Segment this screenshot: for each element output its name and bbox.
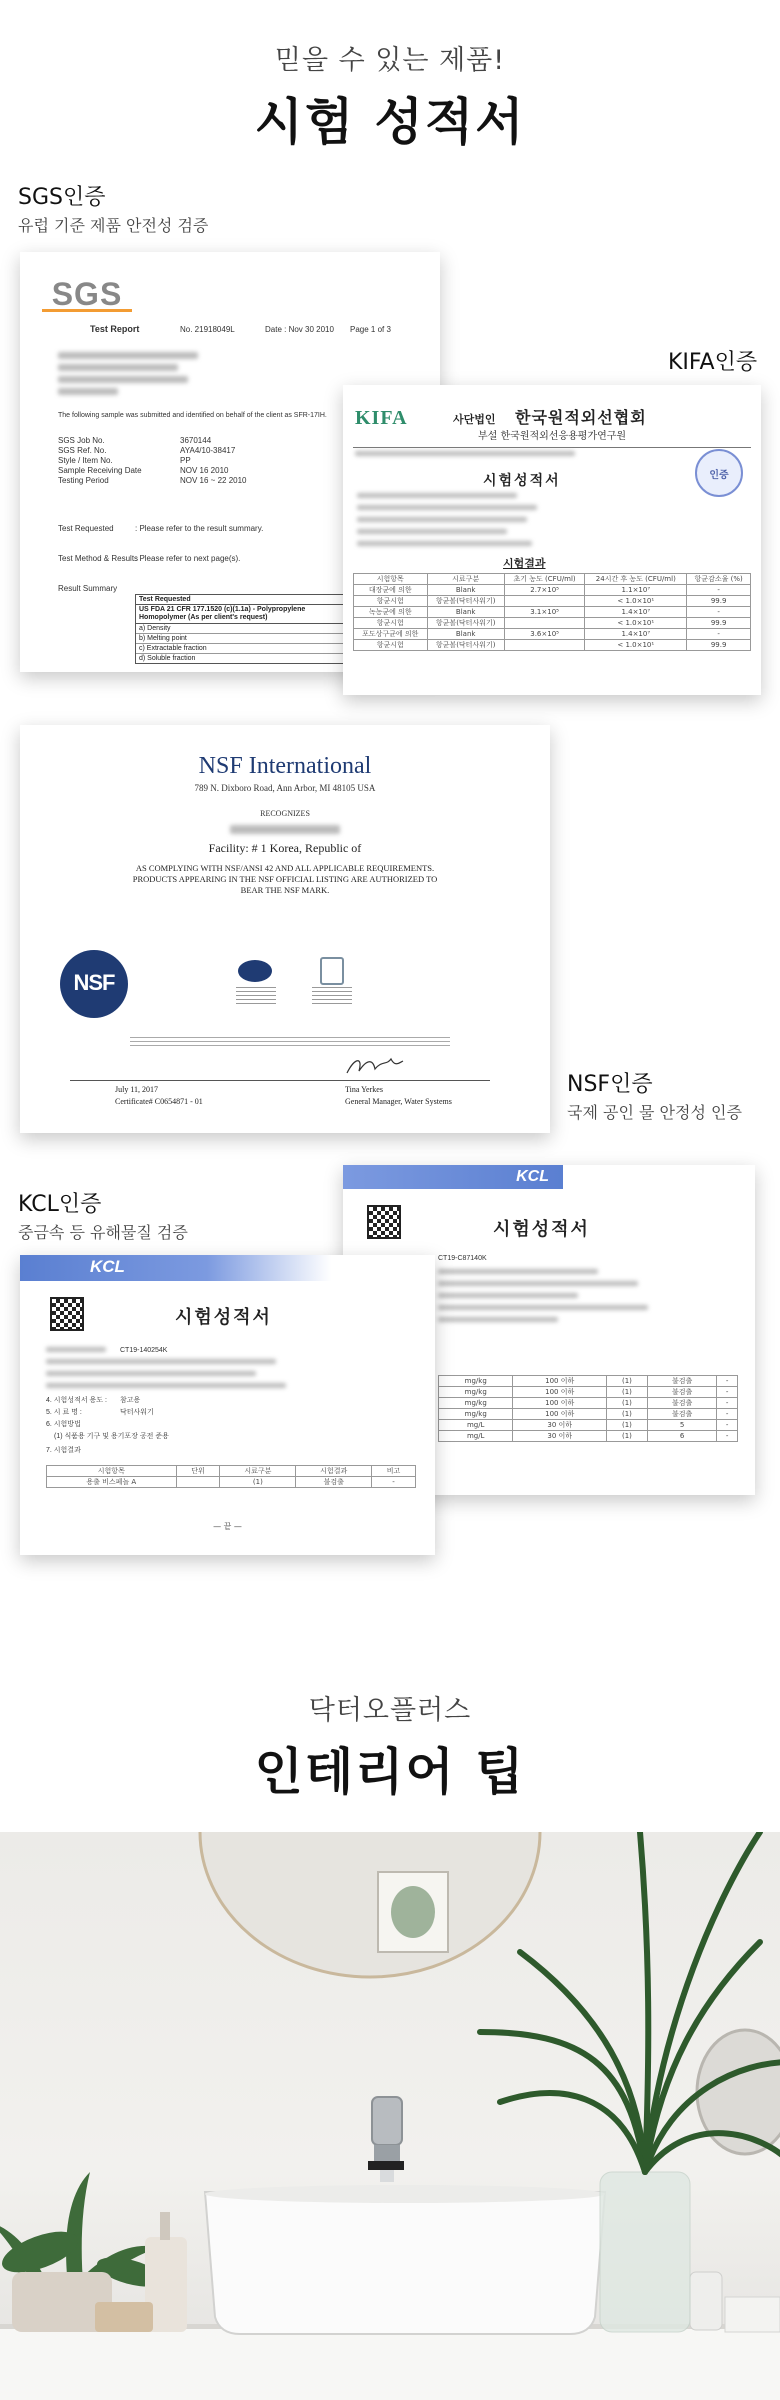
redacted xyxy=(58,352,198,359)
nsf-logo: NSF xyxy=(60,950,128,1018)
table-header: 24시간 후 농도 (CFU/ml) xyxy=(585,574,687,585)
table-cell: 불검출 xyxy=(647,1398,716,1409)
table-cell: 불검출 xyxy=(647,1376,716,1387)
redacted xyxy=(312,987,352,1005)
table-header: 시험항목 xyxy=(354,574,428,585)
section2-title: 인테리어 팁 xyxy=(0,1732,780,1804)
table-header-row xyxy=(47,1466,416,1477)
table-cell xyxy=(504,596,584,607)
signature xyxy=(345,1053,405,1077)
sgs-field-value: PP xyxy=(180,456,191,465)
table-cell: - xyxy=(687,629,751,640)
redacted xyxy=(357,529,507,534)
table-cell: - xyxy=(717,1431,738,1442)
ansi-icon xyxy=(238,960,272,982)
sgs-field-value: AYA4/10-38417 xyxy=(180,446,236,455)
sgs-field-label: Test Method & Results xyxy=(58,554,139,563)
nsf-cert-no: Certificate# C0654871 - 01 xyxy=(115,1097,203,1106)
table-cell: 불검출 xyxy=(647,1409,716,1420)
nsf-label: NSF인증 xyxy=(567,1072,653,1097)
table-cell: - xyxy=(717,1420,738,1431)
kifa-doc-title: 시험성적서 xyxy=(483,473,561,489)
table-cell: (1) xyxy=(607,1420,648,1431)
table-cell: 불검출 xyxy=(647,1387,716,1398)
table-cell: 99.9 xyxy=(687,596,751,607)
table-cell: (1) xyxy=(220,1477,296,1488)
sgs-field-label: SGS Ref. No. xyxy=(58,446,107,455)
redacted xyxy=(46,1359,276,1364)
nsf-facility: Facility: # 1 Korea, Republic of xyxy=(208,841,362,855)
table-row xyxy=(354,629,751,640)
table-cell: - xyxy=(717,1376,738,1387)
nsf-address: 789 N. Dixboro Road, Ann Arbor, MI 48105 USA xyxy=(194,783,376,793)
nsf-signer-title: General Manager, Water Systems xyxy=(345,1097,452,1106)
sgs-field-value: : Please refer to next page(s). xyxy=(135,554,241,563)
table-cell: - xyxy=(687,585,751,596)
table-cell: 1.4×10⁷ xyxy=(585,607,687,618)
sgs-report-title: Test Report xyxy=(90,324,140,334)
redacted xyxy=(58,364,178,371)
table-row xyxy=(439,1376,738,1387)
table-row xyxy=(354,640,751,651)
table-cell: (1) xyxy=(607,1387,648,1398)
divider xyxy=(70,1080,490,1081)
table-cell: (1) xyxy=(607,1398,648,1409)
table-cell: 항균시험 xyxy=(354,596,428,607)
kcl-field-label: 5. 시 료 명 : xyxy=(46,1409,82,1416)
table-header: 시험결과 xyxy=(296,1466,372,1477)
redacted xyxy=(46,1347,106,1352)
table-cell: 포도상구균에 의한 xyxy=(354,629,428,640)
kifa-stamp: 인증 xyxy=(695,449,743,497)
sgs-field-label: Testing Period xyxy=(58,476,109,485)
table-cell: 대장균에 의한 xyxy=(354,585,428,596)
kcl-field-value: (1) 식품용 기구 및 용기포장 공전 준용 xyxy=(54,1433,169,1440)
table-cell: - xyxy=(717,1398,738,1409)
redacted xyxy=(438,1317,558,1322)
kifa-label: KIFA인증 xyxy=(668,350,758,375)
nsf-complying: AS COMPLYING WITH NSF/ANSI 42 AND ALL APPLICABLE REQUIREMENTS. PRODUCTS APPEARING IN THE NSF OFFICIAL LISTING ARE AUTHORIZED TO BEAR THE NSF MARK. xyxy=(132,863,438,895)
table-row xyxy=(354,585,751,596)
sgs-field-value: NOV 16 ~ 22 2010 xyxy=(180,476,247,485)
table-cell: < 1.0×10¹ xyxy=(585,596,687,607)
table-cell: - xyxy=(372,1477,416,1488)
redacted xyxy=(357,541,532,546)
table-row xyxy=(47,1477,416,1488)
table-cell: 30 이하 xyxy=(513,1420,607,1431)
kcl-field-label: 6. 시험방법 xyxy=(46,1421,81,1428)
redacted xyxy=(58,388,118,395)
sgs-summary-table: Test Requested US FDA 21 CFR 177.1520 (c)(1.1a) - Polypropylene Homopolymer (As per client's request) a) Density b) Melting point c) Extractable fraction d) Soluble fraction xyxy=(135,594,353,664)
kcl-label: KCL인증 xyxy=(18,1192,102,1217)
kifa-certificate xyxy=(343,385,761,695)
table-row xyxy=(354,596,751,607)
table-header: 시험항목 xyxy=(47,1466,177,1477)
redacted xyxy=(130,1037,450,1047)
redacted xyxy=(46,1383,286,1388)
kifa-result-title: 시험결과 xyxy=(503,557,546,570)
nsf-date: July 11, 2017 xyxy=(115,1085,159,1094)
table-cell: - xyxy=(687,607,751,618)
table-cell: 용출 비스페놀 A xyxy=(47,1477,177,1488)
kifa-org: 한국원적외선협회 xyxy=(515,408,647,427)
table-header-row xyxy=(354,574,751,585)
sgs-field-label: SGS Job No. xyxy=(58,436,105,445)
table-cell: 항균볼(닥터사워기) xyxy=(427,596,504,607)
table-cell: 3.6×10⁵ xyxy=(504,629,584,640)
table-header: 시료구분 xyxy=(220,1466,296,1477)
kcl-header-band: KCL xyxy=(20,1255,435,1281)
table-row xyxy=(439,1431,738,1442)
sgs-field-value: NOV 16 2010 xyxy=(180,466,229,475)
table-cell: 30 이하 xyxy=(513,1431,607,1442)
table-cell: Blank xyxy=(427,629,504,640)
sgs-logo: SGS xyxy=(42,278,132,312)
section-kicker: 믿을 수 있는 제품! xyxy=(274,45,506,76)
sgs-field-label: Result Summary xyxy=(58,584,118,593)
sgs-label: SGS인증 xyxy=(18,185,106,210)
sgs-report-no: No. 21918049L xyxy=(180,325,235,334)
table-cell: 2.7×10⁵ xyxy=(504,585,584,596)
table-row xyxy=(354,618,751,629)
sgs-date: Date : Nov 30 2010 xyxy=(265,325,334,334)
interior-photo xyxy=(0,1832,780,2400)
redacted xyxy=(230,825,340,834)
table-cell xyxy=(504,640,584,651)
kcl-certificate-front xyxy=(20,1255,435,1555)
table-cell: Blank xyxy=(427,585,504,596)
kcl-front-no: CT19-140254K xyxy=(120,1347,168,1354)
nsf-sub: 국제 공인 물 안정성 인증 xyxy=(567,1103,742,1122)
kcl-sub: 중금속 등 유해물질 검증 xyxy=(18,1223,188,1242)
redacted xyxy=(357,493,517,498)
table-row xyxy=(439,1398,738,1409)
table-cell: Blank xyxy=(427,607,504,618)
table-cell: < 1.0×10¹ xyxy=(585,618,687,629)
table-cell: mg/kg xyxy=(439,1398,513,1409)
table-row xyxy=(354,607,751,618)
table-cell: 불검출 xyxy=(296,1477,372,1488)
table-cell: mg/kg xyxy=(439,1409,513,1420)
nsf-recognizes: RECOGNIZES xyxy=(260,809,310,818)
kcl-field-label: 4. 시험성적서 용도 : xyxy=(46,1397,107,1404)
table-cell: (1) xyxy=(607,1376,648,1387)
table-header: 단위 xyxy=(176,1466,220,1477)
table-cell: mg/kg xyxy=(439,1387,513,1398)
table-cell: mg/kg xyxy=(439,1376,513,1387)
table-cell: 녹농균에 의한 xyxy=(354,607,428,618)
redacted xyxy=(438,1269,598,1274)
kcl-field-label: 7. 시험결과 xyxy=(46,1447,81,1454)
table-cell: - xyxy=(717,1409,738,1420)
qr-code-icon xyxy=(50,1297,84,1331)
divider xyxy=(353,447,751,448)
redacted xyxy=(438,1281,638,1286)
table-cell: 99.9 xyxy=(687,640,751,651)
redacted xyxy=(357,517,527,522)
kifa-org-sub: 부설 한국원적외선응용평가연구원 xyxy=(478,431,627,442)
nsf-certificate xyxy=(20,725,550,1133)
sgs-field-label: Sample Receiving Date xyxy=(58,466,142,475)
table-header: 항균감소율 (%) xyxy=(687,574,751,585)
sgs-field-value: : Please refer to the result summary. xyxy=(135,524,264,533)
sgs-field-label: Style / Item No. xyxy=(58,456,113,465)
kcl-end: — 끝 — xyxy=(213,1522,242,1531)
table-cell: 99.9 xyxy=(687,618,751,629)
kcl-field-value: 참고용 xyxy=(120,1397,141,1404)
table-cell: mg/L xyxy=(439,1431,513,1442)
kifa-result-table xyxy=(353,573,751,651)
table-cell: 100 이하 xyxy=(513,1409,607,1420)
kcl-front-table xyxy=(46,1465,416,1488)
table-cell: 100 이하 xyxy=(513,1387,607,1398)
table-cell: 항균볼(닥터사워기) xyxy=(427,640,504,651)
table-row xyxy=(439,1420,738,1431)
table-cell: - xyxy=(717,1387,738,1398)
table-row xyxy=(439,1409,738,1420)
table-cell: < 1.0×10¹ xyxy=(585,640,687,651)
sgs-field-label: Test Requested xyxy=(58,524,114,533)
scc-icon xyxy=(320,957,344,985)
nsf-name: NSF International xyxy=(198,753,372,779)
kifa-org-prefix: 사단법인 xyxy=(453,413,496,426)
table-header: 시료구분 xyxy=(427,574,504,585)
nsf-signer: Tina Yerkes xyxy=(345,1085,383,1094)
redacted xyxy=(236,987,276,1005)
table-cell: 1.1×10⁷ xyxy=(585,585,687,596)
table-cell xyxy=(504,618,584,629)
kcl-doc-title: 시험성적서 xyxy=(493,1219,590,1240)
kcl-back-no: CT19-C87140K xyxy=(438,1255,487,1262)
table-cell: 5 xyxy=(647,1420,716,1431)
table-cell: 항균시험 xyxy=(354,640,428,651)
sgs-page: Page 1 of 3 xyxy=(350,325,391,334)
kcl-field-value: 닥터사워기 xyxy=(120,1409,154,1416)
table-cell: 3.1×10⁵ xyxy=(504,607,584,618)
redacted xyxy=(438,1293,578,1298)
sgs-intro: The following sample was submitted and identified on behalf of the client as SFR-17IH. xyxy=(58,412,327,419)
table-header: 초기 농도 (CFU/ml) xyxy=(504,574,584,585)
sgs-sub: 유럽 기준 제품 안전성 검증 xyxy=(18,216,209,235)
table-cell xyxy=(176,1477,220,1488)
redacted xyxy=(357,505,537,510)
section2-kicker: 닥터오플러스 xyxy=(308,1695,472,1726)
table-cell: 항균시험 xyxy=(354,618,428,629)
table-cell: (1) xyxy=(607,1409,648,1420)
kifa-logo: KIFA xyxy=(355,407,408,429)
table-cell: mg/L xyxy=(439,1420,513,1431)
sgs-field-value: 3670144 xyxy=(180,436,212,445)
table-cell: 100 이하 xyxy=(513,1398,607,1409)
table-header: 비고 xyxy=(372,1466,416,1477)
section-title: 시험 성적서 xyxy=(0,82,780,154)
table-cell: 1.4×10⁷ xyxy=(585,629,687,640)
redacted xyxy=(355,451,575,456)
kcl-logo: KCL xyxy=(343,1165,563,1189)
table-cell: (1) xyxy=(607,1431,648,1442)
redacted xyxy=(46,1371,256,1376)
kcl-doc-title: 시험성적서 xyxy=(175,1307,272,1328)
table-cell: 항균볼(닥터사워기) xyxy=(427,618,504,629)
bathroom-illustration xyxy=(0,1832,780,2400)
table-cell: 6 xyxy=(647,1431,716,1442)
redacted xyxy=(438,1305,648,1310)
redacted xyxy=(58,376,188,383)
kcl-back-table xyxy=(438,1375,738,1442)
table-cell: 100 이하 xyxy=(513,1376,607,1387)
qr-code-icon xyxy=(367,1205,401,1239)
table-row xyxy=(439,1387,738,1398)
